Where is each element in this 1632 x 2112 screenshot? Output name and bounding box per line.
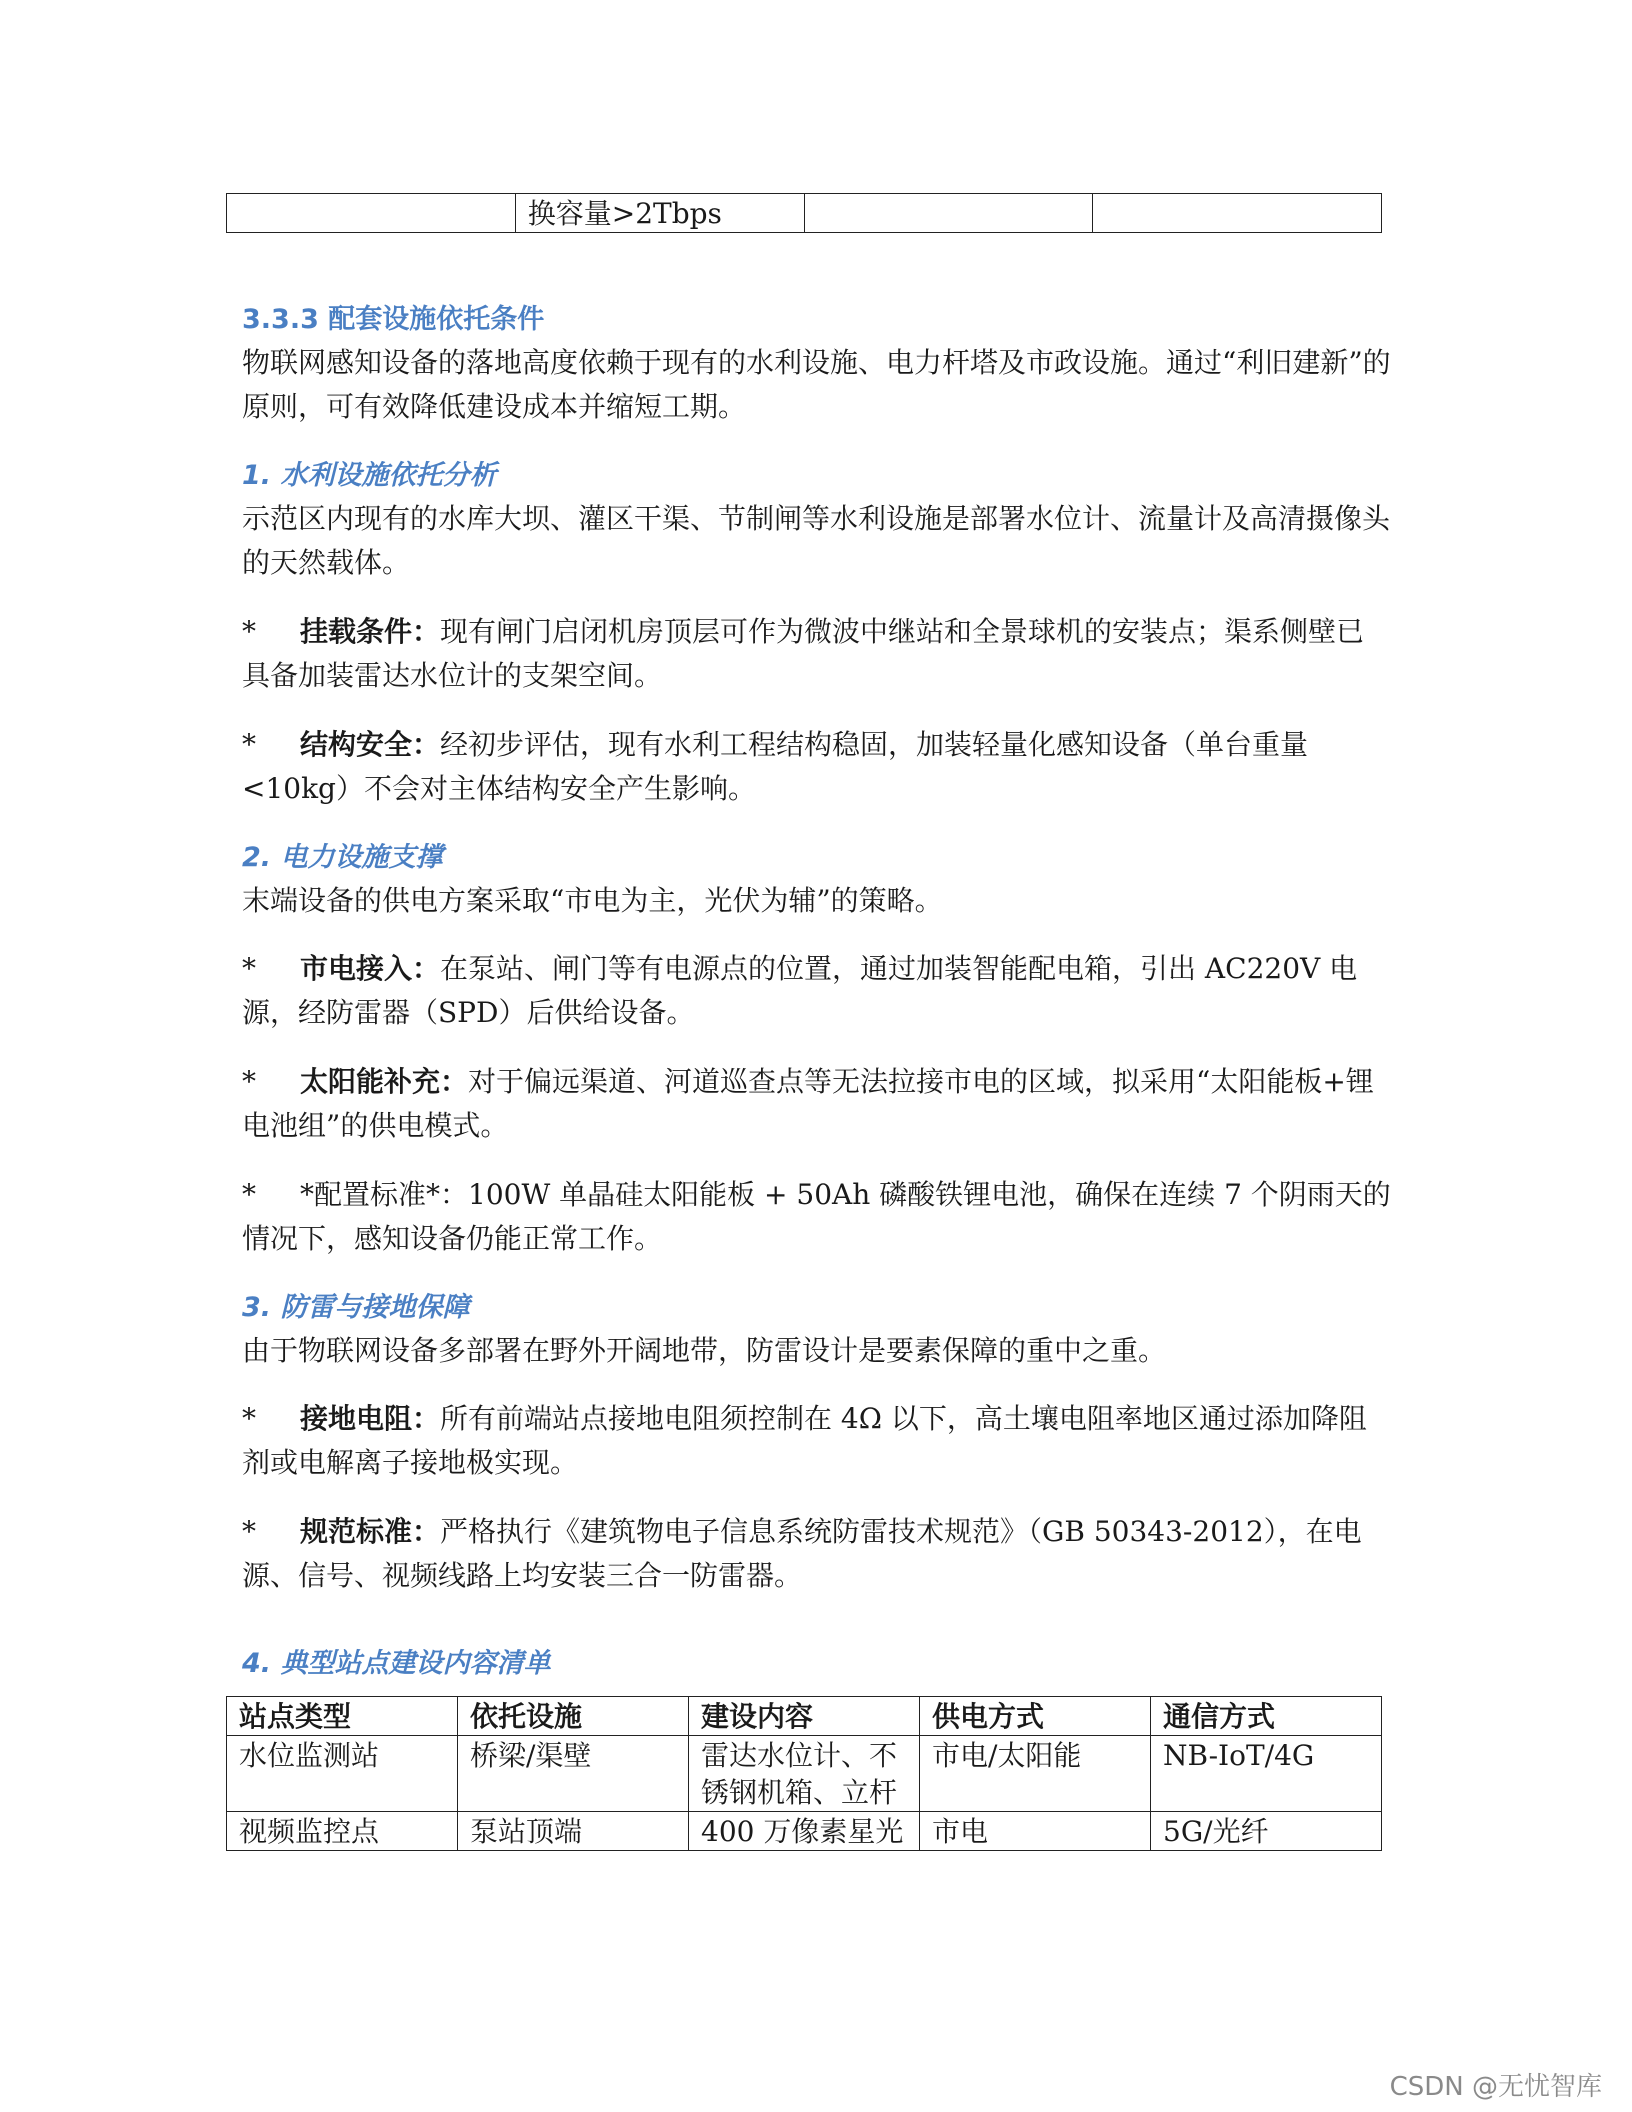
- table-row: [227, 194, 1382, 233]
- bullet-text: *配置标准*：100W 单晶硅太阳能板 + 50Ah 磷酸铁锂电池，确保在连续 7 个阴雨天的情况下，感知设备仍能正常工作。: [242, 1178, 1391, 1255]
- table-cell: 水位监测站: [227, 1736, 458, 1812]
- bullet-icon: *: [242, 1178, 256, 1211]
- table-header-row: [227, 1697, 1382, 1736]
- bullet-item: [242, 1510, 1392, 1598]
- bullet-text: 现有闸门启闭机房顶层可作为微波中继站和全景球机的安装点；渠系侧壁已具备加装雷达水位计的支架空间。: [242, 615, 1365, 692]
- table-cell: 雷达水位计、不锈钢机箱、立杆: [689, 1736, 920, 1812]
- table-cell: 市电/太阳能: [920, 1736, 1151, 1812]
- bullet-label: 结构安全：: [300, 728, 441, 761]
- bullet-icon: *: [242, 952, 256, 985]
- paragraph: 末端设备的供电方案采取“市电为主，光伏为辅”的策略。: [242, 884, 943, 917]
- bullet-text: 经初步评估，现有水利工程结构稳固，加装轻量化感知设备（单台重量<10kg）不会对主体结构安全产生影响。: [242, 728, 1309, 805]
- subsection-heading: 4. 典型站点建设内容清单: [242, 1648, 551, 1679]
- table-header-cell: 站点类型: [227, 1697, 458, 1736]
- site-content-table: [226, 1696, 1382, 1851]
- paragraph: 示范区内现有的水库大坝、灌区干渠、节制闸等水利设施是部署水位计、流量计及高清摄像头的天然载体。: [242, 502, 1391, 579]
- watermark: CSDN @无忧智库: [1389, 2072, 1602, 2102]
- table-cell: 换容量>2Tbps: [515, 194, 804, 233]
- bullet-item: [242, 1173, 1392, 1261]
- bullet-icon: *: [242, 1402, 256, 1435]
- table-cell: [804, 194, 1093, 233]
- table-row: [227, 1736, 1382, 1812]
- table-header-cell: 依托设施: [458, 1697, 689, 1736]
- bullet-item: [242, 723, 1392, 811]
- bullet-text: 严格执行《建筑物电子信息系统防雷技术规范》（GB 50343-2012），在电源、信号、视频线路上均安装三合一防雷器。: [242, 1515, 1362, 1592]
- bullet-icon: *: [242, 615, 256, 648]
- bullet-label: 规范标准：: [300, 1515, 441, 1548]
- bullet-label: 太阳能补充：: [300, 1065, 469, 1098]
- bullet-label: 市电接入：: [300, 952, 441, 985]
- bullet-item: [242, 1060, 1392, 1148]
- bullet-item: [242, 610, 1392, 698]
- bullet-label: 接地电阻：: [300, 1402, 441, 1435]
- table-cell: NB-IoT/4G: [1151, 1736, 1382, 1812]
- bullet-icon: *: [242, 1065, 256, 1098]
- subsection-heading: 2. 电力设施支撑: [242, 842, 443, 873]
- subsection-heading: 1. 水利设施依托分析: [242, 460, 497, 491]
- bullet-item: [242, 947, 1392, 1035]
- table-cell: 5G/光纤: [1151, 1812, 1382, 1851]
- section-heading: 3.3.3 配套设施依托条件: [242, 304, 545, 335]
- bullet-text: 对于偏远渠道、河道巡查点等无法拉接市电的区域，拟采用“太阳能板+锂电池组”的供电模式。: [242, 1065, 1374, 1142]
- table-header-cell: 通信方式: [1151, 1697, 1382, 1736]
- bullet-item: [242, 1397, 1392, 1485]
- subsection-heading: 3. 防雷与接地保障: [242, 1292, 470, 1323]
- bullet-label: 挂载条件：: [300, 615, 441, 648]
- table-row: [227, 1812, 1382, 1851]
- section-intro: 物联网感知设备的落地高度依赖于现有的水利设施、电力杆塔及市政设施。通过“利旧建新”的原则，可有效降低建设成本并缩短工期。: [242, 346, 1391, 423]
- table-cell: [227, 194, 516, 233]
- table-cell: 400 万像素星光: [689, 1812, 920, 1851]
- table-header-cell: 供电方式: [920, 1697, 1151, 1736]
- table-cell: 市电: [920, 1812, 1151, 1851]
- continued-table: [226, 193, 1382, 233]
- table-cell: [1093, 194, 1382, 233]
- bullet-icon: *: [242, 728, 256, 761]
- bullet-icon: *: [242, 1515, 256, 1548]
- table-cell: 桥梁/渠壁: [458, 1736, 689, 1812]
- table-cell: 视频监控点: [227, 1812, 458, 1851]
- paragraph: 由于物联网设备多部署在野外开阔地带，防雷设计是要素保障的重中之重。: [242, 1334, 1167, 1367]
- table-cell: 泵站顶端: [458, 1812, 689, 1851]
- table-header-cell: 建设内容: [689, 1697, 920, 1736]
- bullet-text: 在泵站、闸门等有电源点的位置，通过加装智能配电箱，引出 AC220V 电源，经防雷器（SPD）后供给设备。: [242, 952, 1358, 1029]
- bullet-text: 所有前端站点接地电阻须控制在 4Ω 以下，高土壤电阻率地区通过添加降阻剂或电解离子接地极实现。: [242, 1402, 1367, 1479]
